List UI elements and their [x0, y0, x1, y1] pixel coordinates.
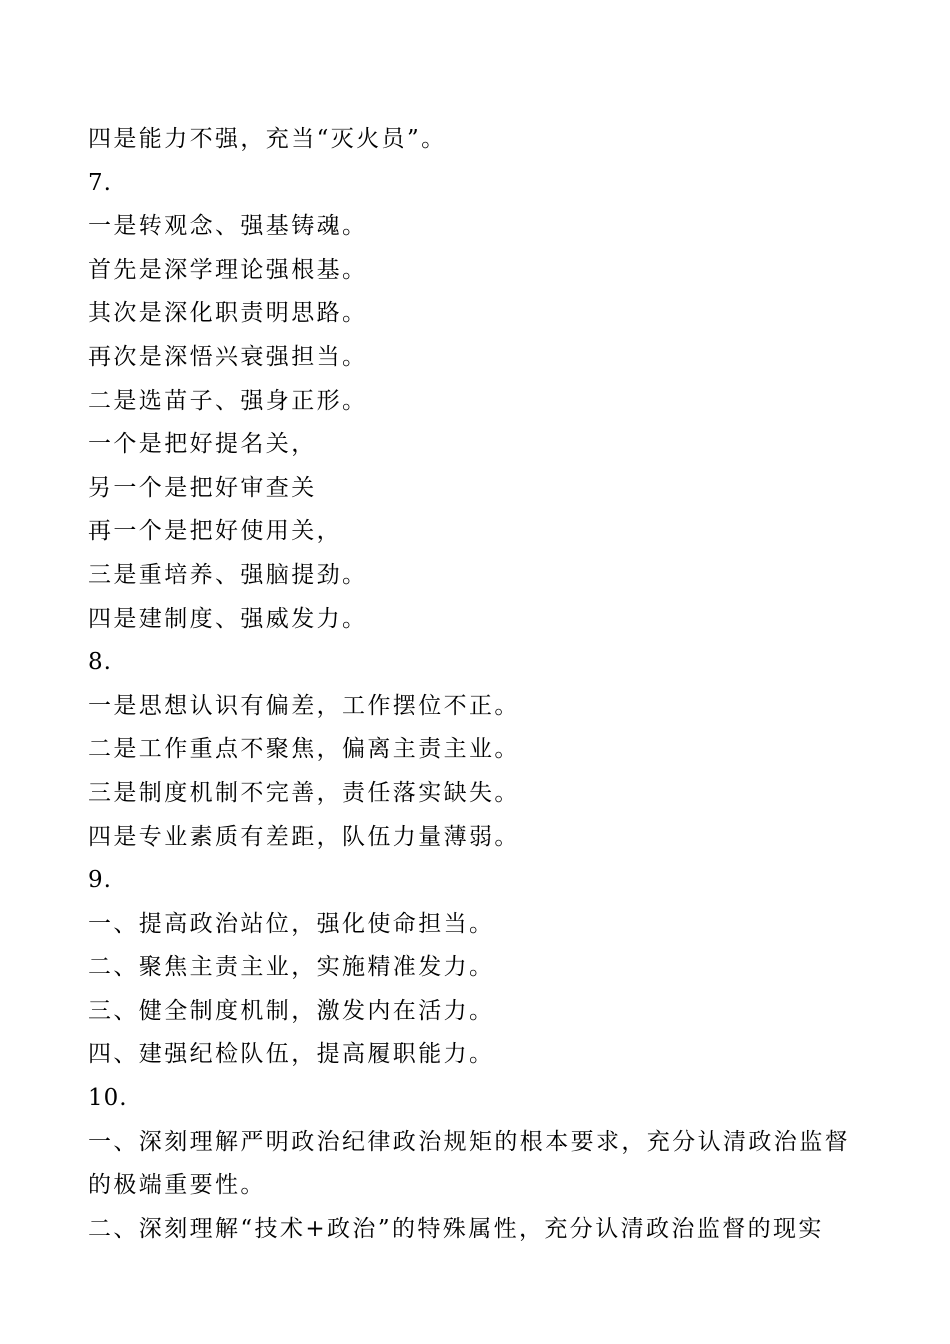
- text-line: 一是转观念、强基铸魂。: [88, 213, 368, 240]
- section-number: 9.: [88, 867, 112, 894]
- section-number: 10.: [88, 1085, 128, 1112]
- text-line: 其次是深化职责明思路。: [88, 300, 368, 327]
- text-line: 二是工作重点不聚焦，偏离主责主业。: [88, 736, 520, 763]
- text-line: 一、深刻理解严明政治纪律政治规矩的根本要求，充分认清政治监督: [88, 1128, 850, 1155]
- text-line: 二、聚焦主责主业，实施精准发力。: [88, 954, 495, 981]
- text-line: 四是能力不强，充当“灭火员”。: [88, 126, 447, 152]
- text-line: 的极端重要性。: [88, 1172, 266, 1199]
- document-body: [88, 118, 878, 1251]
- text-line: 再次是深悟兴衰强担当。: [88, 343, 368, 370]
- text-line: 一个是把好提名关，: [88, 431, 317, 458]
- text-line: 四是建制度、强威发力。: [88, 605, 368, 632]
- text-line: 首先是深学理论强根基。: [88, 256, 368, 283]
- text-line: 二是选苗子、强身正形。: [88, 387, 368, 414]
- text-line: 四、建强纪检队伍，提高履职能力。: [88, 1041, 495, 1068]
- text-line: 三是制度机制不完善，责任落实缺失。: [88, 779, 520, 806]
- text-line: 三、健全制度机制，激发内在活力。: [88, 997, 495, 1024]
- text-line: 四是专业素质有差距，队伍力量薄弱。: [88, 823, 520, 850]
- text-line: 一、提高政治站位，强化使命担当。: [88, 910, 495, 937]
- section-number: 8.: [88, 649, 112, 676]
- section-number: 7.: [88, 169, 112, 196]
- text-line: 三是重培养、强脑提劲。: [88, 561, 368, 588]
- text-line: 另一个是把好审查关: [88, 474, 317, 501]
- text-line: 二、深刻理解“技术+政治”的特殊属性，充分认清政治监督的现实: [88, 1215, 824, 1242]
- text-line: 一是思想认识有偏差，工作摆位不正。: [88, 692, 520, 719]
- text-line: 再一个是把好使用关，: [88, 518, 342, 545]
